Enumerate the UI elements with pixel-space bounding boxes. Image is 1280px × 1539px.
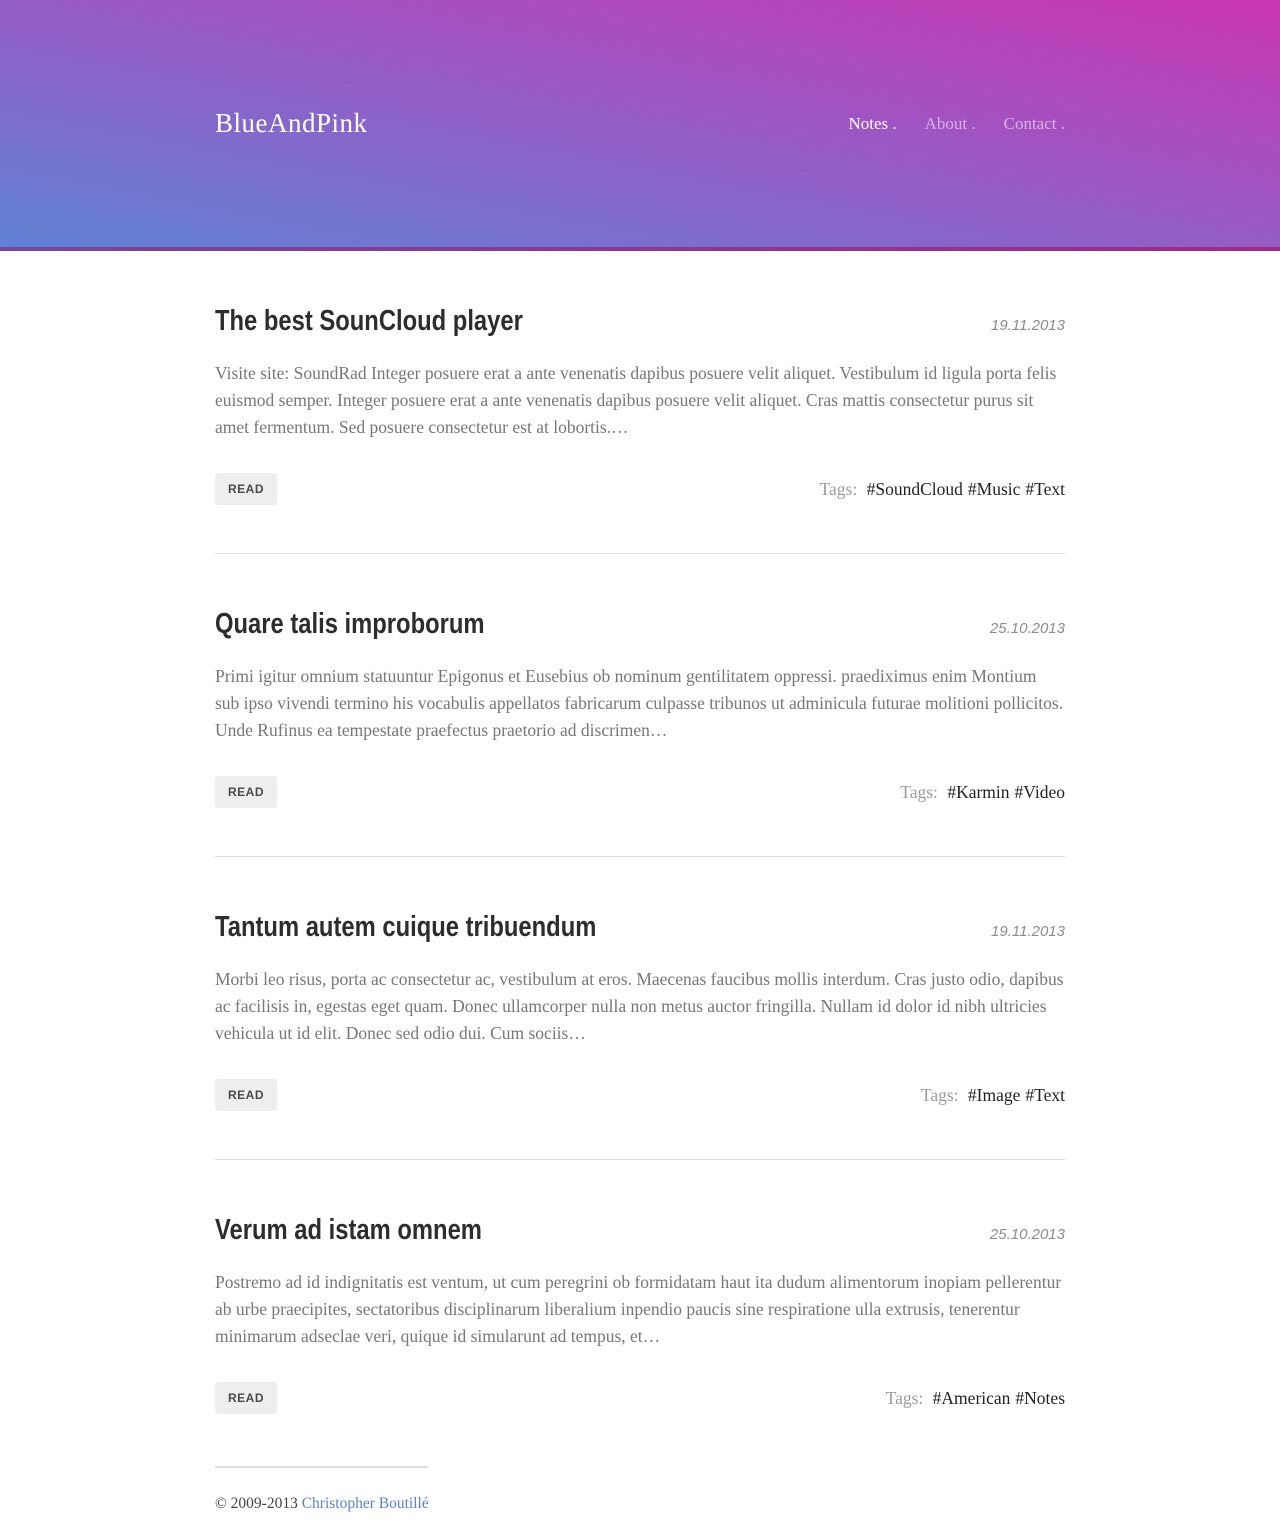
post-head xyxy=(215,911,1065,944)
copyright xyxy=(215,1495,1065,1513)
tag-list xyxy=(921,1085,1065,1106)
post xyxy=(215,1160,1065,1414)
post-head xyxy=(215,1214,1065,1247)
post xyxy=(215,251,1065,554)
read-button[interactable]: READ xyxy=(215,1079,277,1111)
tags-label: Tags: xyxy=(920,1084,959,1105)
post-date: 19.11.2013 xyxy=(991,317,1065,334)
tag-link[interactable]: #Text xyxy=(1025,1084,1065,1105)
post-title[interactable]: Quare talis improborum xyxy=(215,608,485,640)
post-date: 25.10.2013 xyxy=(989,620,1065,637)
post-date: 25.10.2013 xyxy=(989,1226,1065,1243)
copyright-text: © 2009-2013 xyxy=(215,1495,298,1512)
post-excerpt: Postremo ad id indignitatis est ventum, ut cum peregrini ob formidatam haut ita dudum alimentorum inopiam pellerentur ab urbe praecipites, sectatoribus disciplinarum liberalium inpendio paucis sine respiratione ulla extrusis, tenerentur minimarum adseclae veri, quique id simularunt ad tempus, et… xyxy=(215,1272,1062,1346)
post-foot xyxy=(215,473,1065,505)
post-excerpt: Morbi leo risus, porta ac consectetur ac, vestibulum at eros. Maecenas faucibus mollis interdum. Cras justo odio, dapibus ac facilisis in, egestas eget quam. Donec ullamcorper nulla non metus auctor fringilla. Nullam id dolor id nibh ultricies vehicula ut id elit. Donec sed odio dui. Cum sociis… xyxy=(215,969,1064,1043)
tags-label: Tags: xyxy=(819,478,858,499)
tag-list xyxy=(820,479,1065,500)
tag-list xyxy=(900,782,1065,803)
tag-link[interactable]: #Video xyxy=(1014,781,1065,802)
tag-link[interactable]: #Karmin xyxy=(947,781,1010,802)
nav-item-contact[interactable]: Contact . xyxy=(1003,113,1065,133)
post-title[interactable]: Verum ad istam omnem xyxy=(215,1214,482,1246)
read-button[interactable]: READ xyxy=(215,1382,277,1414)
nav-item-notes[interactable]: Notes . xyxy=(848,113,897,133)
nav-item-about[interactable]: About . xyxy=(924,113,976,133)
post-head xyxy=(215,305,1065,338)
post-excerpt: Visite site: SoundRad Integer posuere erat a ante venenatis dapibus posuere velit aliquet. Vestibulum id ligula porta felis euismod semper. Integer posuere erat a ante venenatis dapibus posuere velit aliquet. Cras mattis consectetur purus sit amet fermentum. Sed posuere consectetur est at lobortis.… xyxy=(215,363,1057,437)
read-button[interactable]: READ xyxy=(215,473,277,505)
header-inner xyxy=(215,0,1065,247)
post-title[interactable]: Tantum autem cuique tribuendum xyxy=(215,911,597,943)
tag-link[interactable]: #Image xyxy=(967,1084,1021,1105)
tags-label: Tags: xyxy=(900,781,938,802)
tags-label: Tags: xyxy=(885,1387,924,1408)
post-date: 19.11.2013 xyxy=(991,923,1065,940)
read-button[interactable]: READ xyxy=(215,776,277,808)
post-foot xyxy=(215,1079,1065,1111)
site-footer xyxy=(215,1414,1065,1539)
post xyxy=(215,857,1065,1160)
post-head xyxy=(215,608,1065,641)
posts-list xyxy=(215,251,1065,1414)
tag-link[interactable]: #Notes xyxy=(1015,1387,1065,1408)
tag-link[interactable]: #SoundCloud xyxy=(866,478,963,499)
post xyxy=(215,554,1065,857)
post-foot xyxy=(215,1382,1065,1414)
tag-link[interactable]: #American xyxy=(932,1387,1011,1408)
site-header xyxy=(0,0,1280,251)
post-title[interactable]: The best SounCloud player xyxy=(215,305,523,337)
author-link[interactable]: Christopher Boutillé xyxy=(301,1495,429,1512)
post-foot xyxy=(215,776,1065,808)
site-title[interactable]: BlueAndPink xyxy=(215,108,368,138)
footer-divider xyxy=(215,1466,428,1468)
post-excerpt: Primi igitur omnium statuuntur Epigonus et Eusebius ob nominum gentilitatem oppressi. praediximus enim Montium sub ipso vivendi termino his vocabulis appellatos fabricarum culpasse tribunos ut adminicula futurae molitioni pollicitos. Unde Rufinus ea tempestate praefectus praetorio ad discrimen… xyxy=(215,666,1064,740)
tag-link[interactable]: #Text xyxy=(1025,478,1065,499)
main-nav xyxy=(820,114,1065,134)
tag-list xyxy=(886,1388,1065,1409)
tag-link[interactable]: #Music xyxy=(967,478,1021,499)
